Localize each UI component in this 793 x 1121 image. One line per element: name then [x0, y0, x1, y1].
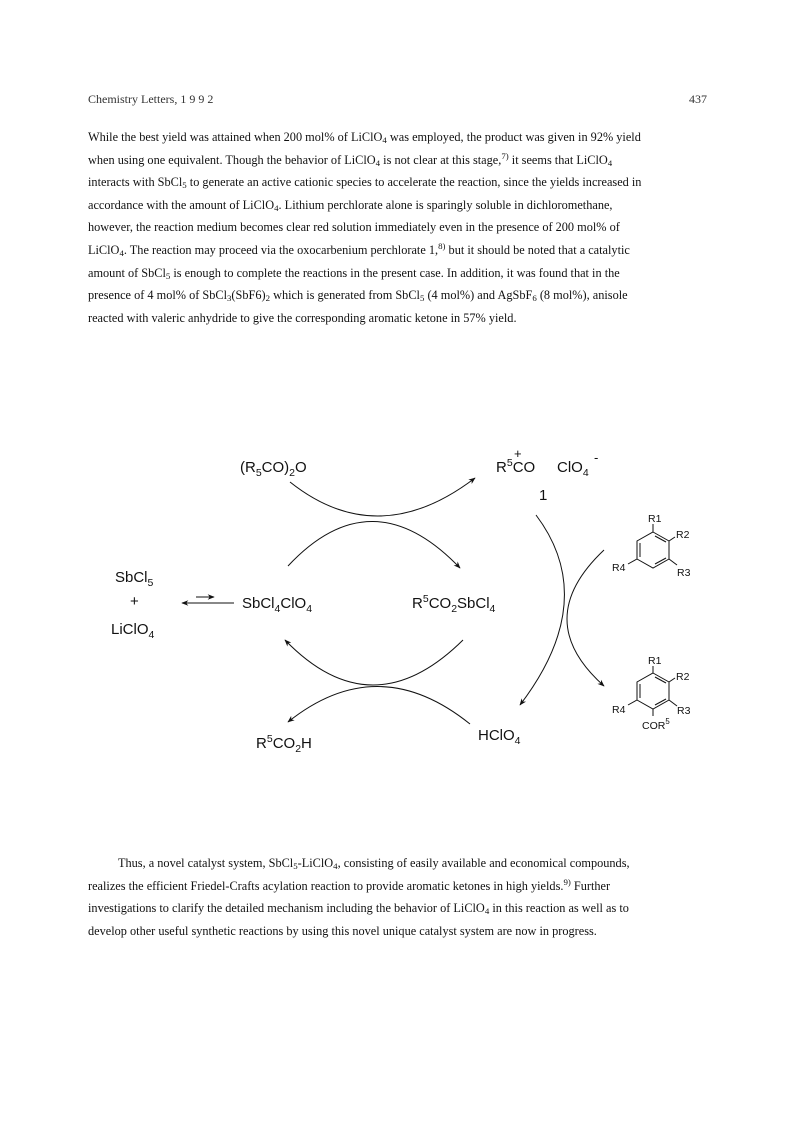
text-line: reacted with valeric anhydride to give the corresponding aromatic ketone in 57% yield. — [88, 310, 517, 325]
substrate-r4-label: R4 — [612, 562, 626, 574]
product-r1-label: R1 — [648, 655, 662, 667]
text-line: develop other useful synthetic reactions by using this novel unique catalyst system are now in progress. — [88, 923, 597, 938]
perchlorate-anion-label: ClO$_4$ — [557, 459, 589, 479]
compound-number-label: 1 — [539, 487, 548, 504]
paragraph-conclusion — [88, 852, 712, 942]
arrow-anhydride-to-oxocarbenium — [290, 478, 475, 516]
acyl-antimony-label: $R^5CO_2SbCl_4$ — [412, 593, 496, 615]
arrow-oxocarbenium-to-hclo4 — [520, 515, 564, 705]
text-line: interacts with SbCl$_5$ to generate an active cationic species to accelerate the reaction, since the yields increased in — [88, 175, 642, 191]
text-line: Thus, a novel catalyst system, SbCl$_5$-LiClO$_4$, consisting of easily available and economical compounds, — [118, 856, 630, 872]
text-line: LiClO$_4$. The reaction may proceed via the oxocarbenium perchlorate 1,$^{8)}$ but it should be noted that a catalytic — [88, 241, 630, 259]
substrate-r2-label: R2 — [676, 529, 690, 541]
antimony-pentachloride-label: SbCl$_5$ — [115, 569, 154, 589]
substrate-arene-icon — [628, 524, 677, 568]
cation-plus-sign: + — [514, 446, 522, 461]
oxocarbenium-cation-label: $R^5CO$ — [496, 457, 536, 476]
product-r4-label: R4 — [612, 704, 626, 716]
sbcl4clo4-label: SbCl$_4$ClO$_4$ — [242, 595, 313, 615]
paragraph-text — [88, 852, 712, 942]
text-line: presence of 4 mol% of $SbCl_3(SbF6)_2$ which is generated from SbCl$_5$ (4 mol%) and AgSbF$_6$ (8 mol%), anisole — [88, 288, 628, 304]
substrate-r1-label: R1 — [648, 513, 662, 525]
anion-minus-sign: - — [594, 450, 599, 465]
arrow-hclo4-to-sbcl4clo4 — [285, 640, 463, 685]
running-header: Chemistry Letters, 1 9 9 2 — [88, 92, 214, 106]
arrow-acyl-to-acid — [288, 686, 470, 724]
plus-label: + — [130, 593, 139, 610]
substrate-r3-label: R3 — [677, 567, 691, 579]
product-cor5-label: COR$^5$ — [642, 717, 670, 732]
carboxylic-acid-label: $R^5CO_2H$ — [256, 733, 312, 755]
product-r2-label: R2 — [676, 671, 690, 683]
arrow-sbcl4clo4-to-acyl — [288, 521, 460, 568]
perchloric-acid-label: HClO$_4$ — [478, 727, 521, 747]
product-r3-label: R3 — [677, 705, 691, 717]
lithium-perchlorate-label: LiClO$_4$ — [111, 621, 155, 641]
text-line: amount of SbCl$_5$ is enough to complete the reactions in the present case. In addition, it was found that in the — [88, 265, 620, 281]
product-arene-icon — [628, 666, 677, 716]
text-line: however, the reaction medium becomes clear red solution immediately even in the presence of 200 mol% of — [88, 220, 620, 235]
page-number: 437 — [689, 92, 707, 106]
text-line: While the best yield was attained when 200 mol% of LiClO$_4$ was employed, the product was given in 92% yield — [88, 130, 641, 146]
arrow-arene-to-ketone — [567, 550, 604, 686]
text-line: investigations to clarify the detailed mechanism including the behavior of LiClO$_4$ in this reaction as well as to — [88, 901, 629, 917]
text-line: accordance with the amount of LiClO$_4$. Lithium perchlorate alone is sparingly soluble in dichloromethane, — [88, 197, 613, 213]
text-line: realizes the efficient Friedel-Crafts acylation reaction to provide aromatic ketones in high yields.$^{9)}$ Further — [88, 876, 611, 893]
anhydride-label: $(R_5CO)_2O$ — [240, 459, 307, 479]
text-line: when using one equivalent. Though the behavior of LiClO$_4$ is not clear at this stage,$^{7)}$ it seems that LiClO$_4$ — [88, 150, 613, 168]
